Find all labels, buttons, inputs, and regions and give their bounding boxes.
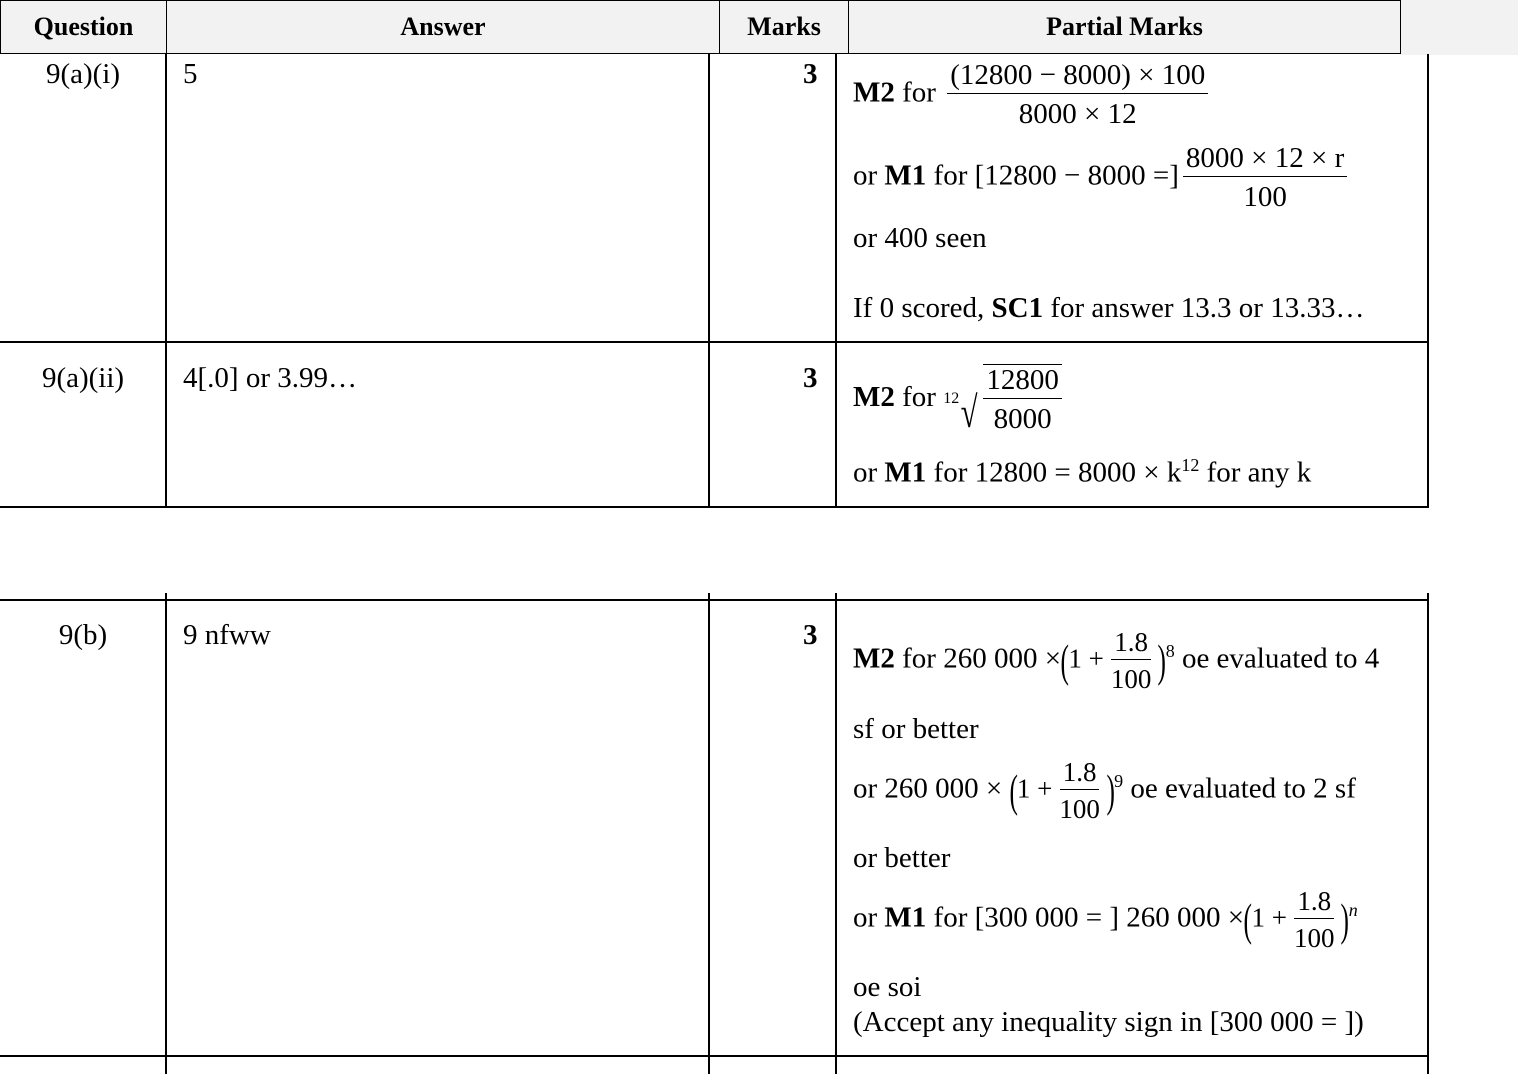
header-partial-marks: Partial Marks [848, 0, 1401, 54]
partial-line: oe soi [853, 971, 922, 1003]
answer-cell: 4[.0] or 3.99… [183, 362, 357, 394]
partial-sc-line: If 0 scored, SC1 for answer 13.3 or 13.33… [853, 292, 1365, 324]
header-marks: Marks [719, 0, 849, 54]
marks-cell: 3 [803, 362, 818, 394]
partial-line: or better [853, 842, 951, 874]
m2-label: M2 [853, 76, 895, 109]
twelfth-root: 12 √ $\frac{12800}{8000}$ [943, 364, 1062, 435]
radical-icon: √ [960, 387, 978, 437]
answer-cell: 9 nfww [183, 619, 271, 651]
header-answer: Answer [166, 0, 720, 54]
partial-m1-line: or M1 for $12800 = 8000 \times k^{12}$ for any k [853, 455, 1312, 489]
partial-m1-line: or M1 for [12800 − 8000 =] $\frac{8000 \times 12 \times r}{100}$ [853, 143, 1351, 213]
question-cell: 9(a)(ii) [41, 362, 125, 394]
question-cell: 9(b) [58, 619, 108, 651]
partial-alt-line: or 260 000 × (1 + $\frac{1.8}{100}$ )$^9$ oe evaluated to 2 sf [853, 757, 1356, 825]
partial-m1-line: or M1 for [300 000 = ] 260 000 ×(1 + $\frac{1.8}{100}$ )$^n$ [853, 886, 1358, 954]
partial-line: (Accept any inequality sign in [300 000 = ]) [853, 1006, 1364, 1038]
partial-m2-line: M2 for 260 000 ×(1 + $\frac{1.8}{100}$ )$^8$ oe evaluated to 4 [853, 627, 1380, 695]
partial-m2-line: M2 for $\frac{(12800 - 8000) \times 100}{8000 \times 12}$ [853, 60, 1212, 130]
marks-cell: 3 [803, 619, 818, 651]
marks-cell: 3 [803, 58, 818, 90]
partial-line: or 400 seen [853, 222, 987, 254]
question-cell: 9(a)(i) [45, 58, 121, 90]
header-background-strip [1400, 0, 1518, 55]
answer-cell: 5 [183, 58, 198, 90]
m2-fraction: $\frac{(12800 - 8000) \times 100}{8000 \times 12}$ [947, 60, 1208, 130]
partial-line: sf or better [853, 713, 979, 745]
header-question: Question [0, 0, 167, 54]
m1-fraction: $\frac{8000 \times 12 \times r}{100}$ [1183, 143, 1347, 213]
partial-m2-line: M2 for 12 √ $\frac{12800}{8000}$ [853, 364, 1062, 435]
